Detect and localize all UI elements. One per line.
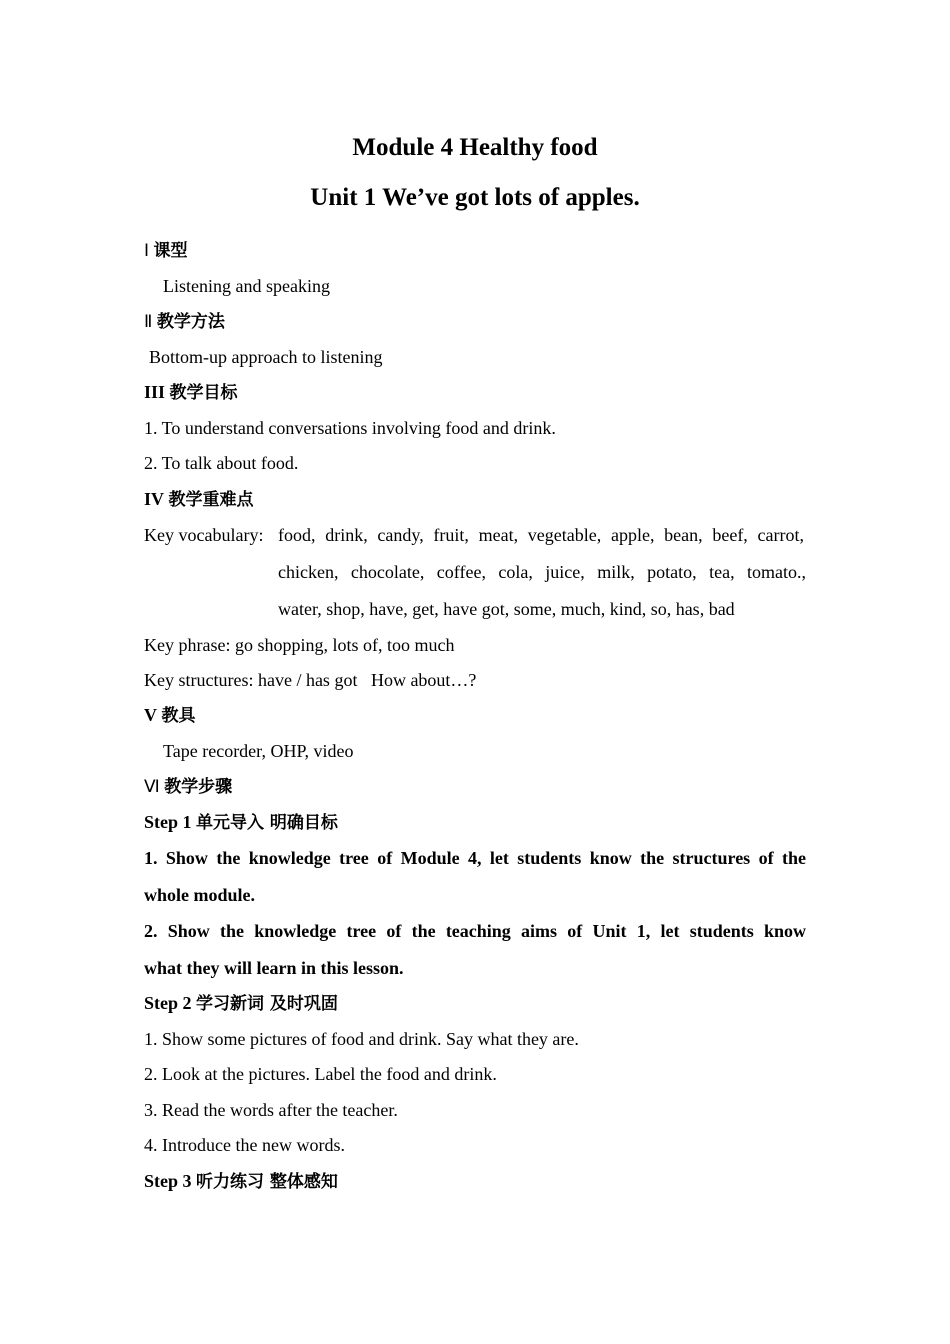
section-1-text: Listening and speaking bbox=[163, 276, 330, 296]
key-vocabulary-label: Key vocabulary: bbox=[144, 525, 264, 545]
module-title: Module 4 Healthy food bbox=[352, 134, 598, 161]
step-3-heading bbox=[144, 1169, 806, 1194]
section-1-number: Ⅰ bbox=[144, 241, 150, 261]
key-vocabulary-words-2: chicken, chocolate, coffee, cola, juice, milk, potato, tea, tomato., bbox=[278, 562, 806, 582]
section-3-number: III bbox=[144, 382, 166, 402]
key-vocabulary-words-1: food, drink, candy, fruit, meat, vegetable, apple, bean, beef, carrot, bbox=[278, 525, 804, 545]
section-5-text: Tape recorder, OHP, video bbox=[163, 741, 354, 761]
step-1-title: 单元导入 明确目标 bbox=[196, 813, 338, 833]
section-5-number: V bbox=[144, 705, 157, 725]
step-1-heading bbox=[144, 810, 806, 835]
step-3-title: 听力练习 整体感知 bbox=[196, 1172, 338, 1192]
section-4-title: 教学重难点 bbox=[168, 490, 254, 510]
section-4-number: IV bbox=[144, 489, 165, 509]
section-3-title: 教学目标 bbox=[169, 383, 238, 403]
step-2-label: Step 2 bbox=[144, 993, 192, 1013]
key-structures: Key structures: have / has got How about…? bbox=[144, 670, 477, 690]
step-1-item-1-line-2: whole module. bbox=[144, 885, 256, 905]
step-1-item-2-line-2: what they will learn in this lesson. bbox=[144, 958, 404, 978]
aim-item-1: 1. To understand conversations involving food and drink. bbox=[144, 418, 556, 438]
section-4-heading bbox=[144, 487, 806, 512]
step-2-item-4: 4. Introduce the new words. bbox=[144, 1135, 345, 1155]
step-2-item-3: 3. Read the words after the teacher. bbox=[144, 1100, 398, 1120]
section-5-heading bbox=[144, 703, 806, 728]
step-2-item-2: 2. Look at the pictures. Label the food and drink. bbox=[144, 1064, 497, 1084]
aim-item-2: 2. To talk about food. bbox=[144, 453, 299, 473]
section-1-title: 课型 bbox=[153, 241, 188, 261]
key-vocabulary-line-1 bbox=[144, 523, 806, 547]
section-5-title: 教具 bbox=[161, 706, 196, 726]
step-1-item-1-line-1: 1. Show the knowledge tree of Module 4, let students know the structures of the bbox=[144, 848, 806, 868]
section-6-title: 教学步骤 bbox=[164, 777, 233, 797]
step-1-label: Step 1 bbox=[144, 812, 192, 832]
section-6-heading bbox=[144, 774, 806, 799]
section-1-heading bbox=[144, 238, 806, 263]
section-2-title: 教学方法 bbox=[156, 312, 225, 332]
section-2-text: Bottom-up approach to listening bbox=[149, 347, 383, 367]
step-1-item-2-line-1: 2. Show the knowledge tree of the teaching aims of Unit 1, let students know bbox=[144, 921, 806, 941]
step-3-label: Step 3 bbox=[144, 1171, 192, 1191]
unit-title: Unit 1 We’ve got lots of apples. bbox=[310, 184, 640, 211]
section-2-number: Ⅱ bbox=[144, 312, 153, 332]
section-6-number: Ⅵ bbox=[144, 777, 160, 797]
section-3-heading bbox=[144, 380, 806, 405]
step-2-heading bbox=[144, 991, 806, 1016]
key-phrase: Key phrase: go shopping, lots of, too much bbox=[144, 635, 455, 655]
step-2-item-1: 1. Show some pictures of food and drink. Say what they are. bbox=[144, 1029, 579, 1049]
section-2-heading bbox=[144, 309, 806, 334]
key-vocabulary-words-3: water, shop, have, get, have got, some, much, kind, so, has, bad bbox=[278, 599, 735, 619]
step-2-title: 学习新词 及时巩固 bbox=[196, 994, 338, 1014]
